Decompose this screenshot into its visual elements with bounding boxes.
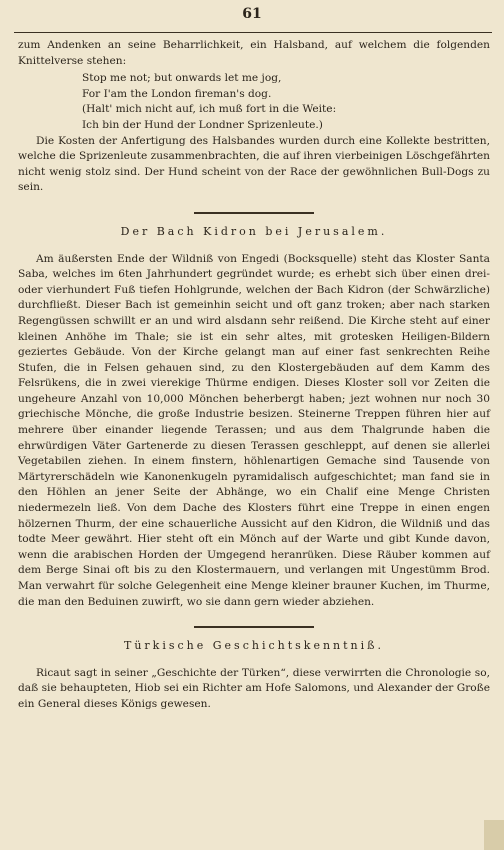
header-rule	[14, 32, 492, 33]
intro-paragraph: Die Kosten der Anfertigung des Halsbandes wurden durch eine Kollekte bestritten, welche die Sprizenleute zusammenbrachten, die auf ihren vierbeinigen Löschgefährten nicht wenig stolz sind. Der Hund scheint von der Race der gewöhnlichen Bull-Dogs zu sein.	[18, 134, 490, 194]
verse-line: (Halt' mich nicht auf, ich muß fort in die Weite:	[82, 103, 337, 116]
section-separator	[194, 626, 314, 628]
verse-line: For I'am the London fireman's dog.	[82, 87, 272, 100]
page-number: 61	[242, 6, 262, 22]
verse-line: Stop me not; but onwards let me jog,	[82, 72, 282, 85]
page-corner	[484, 820, 504, 850]
verse-line: Ich bin der Hund der Londner Sprizenleute.)	[82, 118, 323, 131]
verse-block	[82, 71, 490, 133]
page-content	[18, 38, 490, 713]
article-body-tuerkisch: Ricaut sagt in seiner „Geschichte der Türken“, diese verwirrten die Chronologie so, daß sie behaupteten, Hiob sei ein Richter am Hofe Salomons, und Alexander der Große ein General dieses Königs gewesen.	[18, 666, 490, 710]
article-heading-tuerkisch: Türkische Geschichtskenntniß.	[124, 639, 384, 653]
article-heading-kidron: Der Bach Kidron bei Jerusalem.	[120, 224, 388, 238]
article-body-kidron: Am äußersten Ende der Wildniß von Engedi (Bocksquelle) steht das Kloster Santa Saba, welches im 6ten Jahrhundert gegründet wurde; es erhebt sich über einen drei- oder vierhundert Fuß tiefen Hohlgrunde, welchen der Bach Kidron (der Schwärzliche) durchfließt. Dieser Bach ist gemeinhin seicht und oft ganz troken; aber nach starken Regengüssen schwillt er an und wird alsdann sehr reißend. Die Kirche steht auf einer kleinen Anhöhe im Thale; sie ist ein sehr altes, mit grotesken Heiligen-Bildern geziertes Gebäude. Von der Kirche gelangt man auf einer fast senkrechten Reihe Stufen, die in Felsen gehauen sind, zu den Klostergebäuden auf dem Kamm des Felsrükens, die in zwei vierekige Thürme endigen. Dieses Kloster soll vor Zeiten die ungeheure Anzahl von 10,000 Mönchen beherbergt haben; jezt wohnen nur noch 30 griechische Mönche, die große Industrie besizen. Steinerne Treppen führen hier auf mehrere über einander liegende Terassen; und aus dem Thalgrunde haben die ehrwürdigen Väter Gartenerde zu diesen Terassen geschleppt, auf denen sie allerlei Vegetabilen ziehen. In einem finstern, höhlenartigen Gemache sind Tausende von Märtyrerschädeln wie Kanonenkugeln pyramidalisch aufgeschichtet; man fand sie in den Höhlen an jener Seite der Abhänge, wo ein Chalif eine Menge Christen niedermezeln ließ. Von dem Dache des Klosters führt eine Treppe in einen engen hölzernen Thurm, der eine schauerliche Aussicht auf den Kidron, die Wildniß und das todte Meer gewährt. Hier steht oft ein Mönch auf der Warte und gibt Kunde davon, wenn die arabischen Horden der Umgegend heranrüken. Diese Räuber kommen auf dem Berge Sinai oft bis zu den Klostermauern, und verlangen mit Ungestümm Brod. Man verwahrt für solche Gelegenheit eine Menge kleiner brauner Kuchen, im Thurme, die man den Beduinen zuwirft, wo sie dann gern wieder abziehen.	[18, 252, 490, 608]
section-separator	[194, 212, 314, 214]
intro-text: zum Andenken an seine Beharrlichkeit, ein Halsband, auf welchem die folgenden Knittelverse stehen:	[18, 39, 490, 67]
